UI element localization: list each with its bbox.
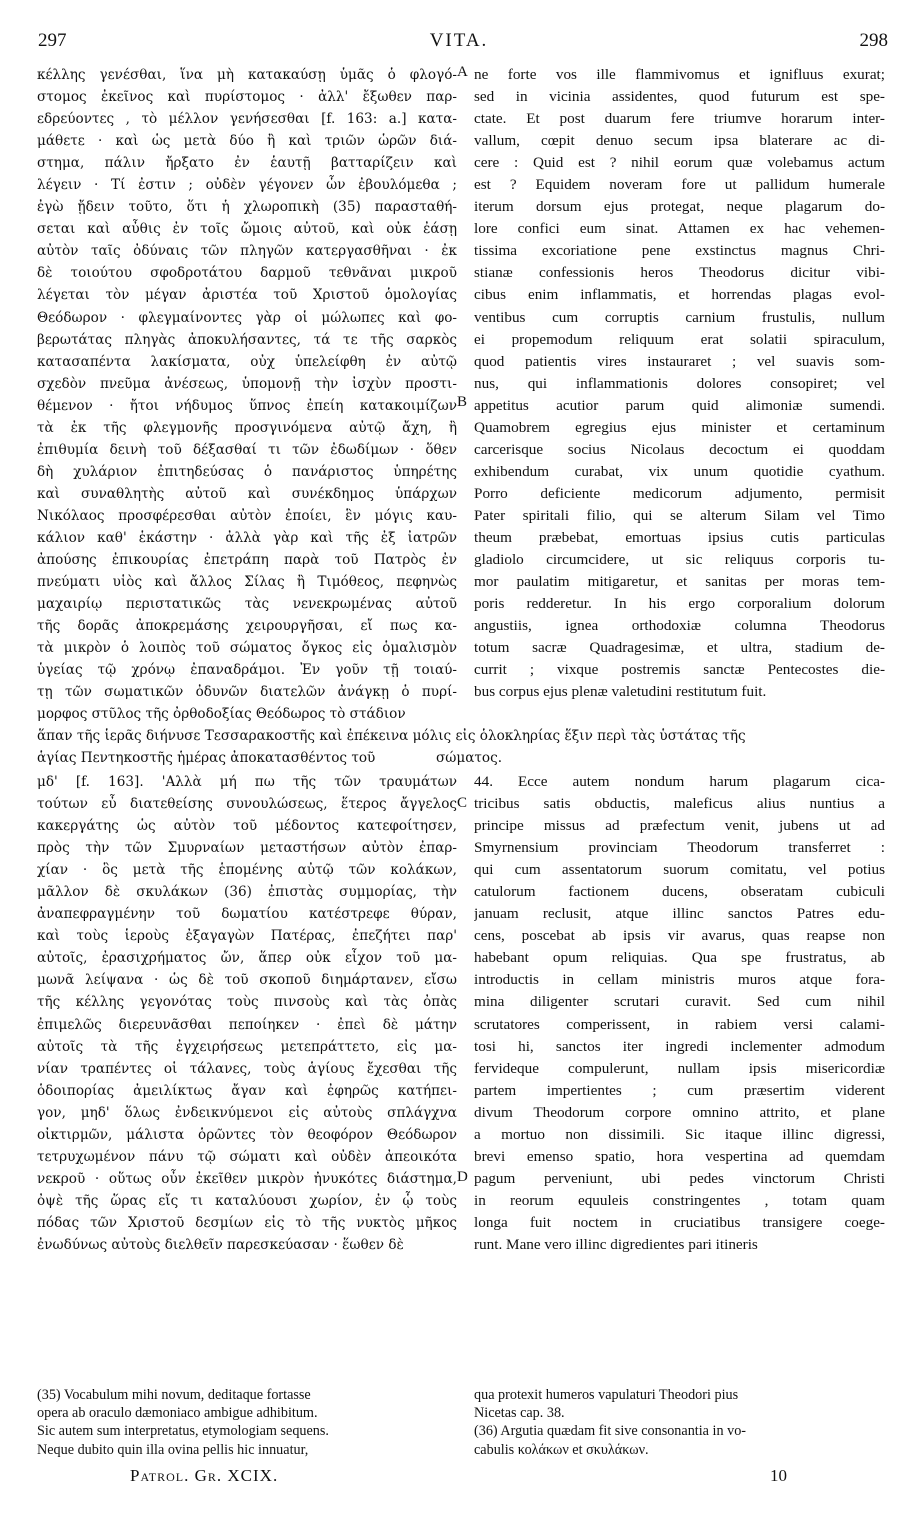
text-line: pagum perveniunt, ubi pedes vinctorum Christi <box>474 1169 885 1187</box>
text-line: μᾶλλον δὲ σκυλάκων (36) ἐπιστὰς συμμορίας, τὴν <box>37 884 457 901</box>
text-line: Neque dubito quin illa ovina pellis hic innuatur, <box>37 1441 309 1458</box>
text-line: Pater spiritali filio, qui se alterum Silam vel Timo <box>474 506 885 524</box>
text-line: cens, poscebat ab ipsis vir avarus, quas reapse non <box>474 927 885 945</box>
text-line: a mortuo non dissimili. Sic itaque illinc digressi, <box>474 1125 885 1143</box>
spanning-greek-line: ἅπαν τῆς ἱερᾶς διήνυσε Τεσσαρακοστῆς καὶ ἐπέκεινα μόλις εἰς ὁλοκληρίας ἕξιν περὶ τὰς ὑστάτας τῆς <box>37 728 746 744</box>
text-line: τὰ ἐκ τῆς φλεγμονῆς προσγινόμενα αὐτῷ ἄχη, ἢ <box>37 419 457 436</box>
text-line: ὀψὲ τῆς ὥρας εἴς τι καταλύουσι χωρίον, ἐν ᾧ τοὺς <box>37 1192 457 1209</box>
text-line: γον, μηδ' ὅλως ἐνδεικνύμενοι εἰς αὐτοὺς σπλάγχνα <box>37 1104 457 1121</box>
text-line: angustiis, ignea orthodoxiæ columna Theodorus <box>474 617 885 635</box>
text-line: qui cum assentatorum suorum comitatu, vel potius <box>474 861 885 879</box>
text-line: mina diligenter scrutari curavit. Sed cum nihil <box>474 993 885 1011</box>
text-line: ὁδοιπορίας ἀμειλίκτως ἄγαν καὶ ἐφηρῶς κατήπει- <box>37 1082 457 1099</box>
text-line: (36) Argutia quædam fit sive consonantia in vo- <box>474 1423 747 1440</box>
text-line: στημα, πάλιν ἤρξατο ἐν ἑαυτῇ βατταρίζειν καὶ <box>37 155 457 172</box>
text-line: χίαν · ὃς μετὰ τῆς ἑπομένης αὐτῷ τῶν κολάκων, <box>37 862 457 879</box>
text-line: Smyrnensium provinciam Theodorum transferret : <box>474 839 885 857</box>
text-line: νίαν τραπέντες οἱ τάλανες, τοὺς ἁγίους ἔχεσθαι τῆς <box>37 1060 457 1077</box>
text-line: Θεόδωρον · φλεγμαίνοντες γὰρ οἱ μώλωπες καὶ φο- <box>37 309 457 326</box>
text-line: τετρυχωμένον πάνυ τῷ σώματι καὶ οὐδὲν ἀπεοικότα <box>37 1148 457 1165</box>
margin-marker-c: C <box>457 795 468 811</box>
text-line: μορφος στῦλος τῆς ὀρθοδοξίας Θεόδωρος τὸ στάδιον <box>37 706 406 723</box>
text-line: μωνᾶ λείψανα · ὡς δὲ τοῦ σκοποῦ διημάρτανεν, εἴσω <box>37 972 457 989</box>
text-line: τούτων εὖ διατεθείσης συνουλώσεως, ἕτερος ἄγγελος <box>37 796 457 813</box>
latin-column-top <box>474 64 885 703</box>
text-line: σχεδὸν πνεῦμα ἀνέσεως, ὑπομονῇ τὴν ἰσχὺν προστι- <box>37 375 457 392</box>
text-line: sed in vicinia assidentes, quod futurum est spe- <box>474 88 885 106</box>
text-line: ctate. Et post duarum fere triumve horarum inter- <box>474 110 885 128</box>
text-line: tricibus satis obductis, maleficus alius nuntius a <box>474 795 885 813</box>
running-header <box>30 30 888 58</box>
text-line: exhibendum curabat, vix unum quotidie cyathum. <box>474 462 885 480</box>
text-line: πρὸς τὴν τῶν Σμυρναίων μεταστήσων αὐτὸν ἐπαρ- <box>37 840 457 857</box>
text-line: λέγεται τὸν μέγαν ἀριστέα τοῦ Χριστοῦ ὁμολογίας <box>37 287 457 304</box>
text-line: cabulis κολάκων et σκυλάκων. <box>474 1441 649 1458</box>
text-line: ἀναπεφραγμένην τοῦ δωματίου κατέστρεφε θύραν, <box>37 906 457 923</box>
text-line: quod patientis vires instauraret ; vel suavis som- <box>474 352 885 370</box>
text-line: Νικόλαος προσφέρεσθαι αὐτὸν ἐποίει, ἓν μόγις καυ- <box>37 507 457 524</box>
text-line: τῆς δορᾶς ἀποκρεμάσης χειρουργῆσαι, εἴ πως κα- <box>37 618 457 635</box>
text-line: brevi emenso spatio, hora vespertina ad quemdam <box>474 1147 885 1165</box>
text-line: νεκροῦ · οὕτως οὖν ἐκεῖθεν μικρὸν ἠνυκότες διάστημα, <box>37 1170 457 1187</box>
text-line: ventibus cum corruptis carnium frustulis, nullum <box>474 308 885 326</box>
text-line: μδ' [f. 163]. 'Αλλὰ μή πω τῆς τῶν τραυμάτων <box>37 774 457 790</box>
text-line: qua protexit humeros vapulaturi Theodori pius <box>474 1387 739 1403</box>
text-line: δὴ χυλάριον ἐπιτηδεύσας ὁ πανάριστος ὑπηρέτης <box>37 463 457 480</box>
text-line: cere : Quid est ? nihil eorum quæ volebamus actum <box>474 154 885 172</box>
text-line: πόδας τῶν Χριστοῦ δεσμίων εἰς τὸ τῆς νυκτὸς μῆκος <box>37 1214 457 1231</box>
text-line: τῃ τῶν σωματικῶν ὀδυνῶν διατελῶν ἀνάγκῃ ὁ πυρί- <box>37 684 457 701</box>
text-line: tosi hi, sanctos iter ingredi inclementer admodum <box>474 1037 885 1055</box>
text-line: totum sacræ Quadragesimæ, et ultra, stadium de- <box>474 639 885 657</box>
text-line: ἀπούσης ἐπικουρίας ἐπετράπη παρὰ τοῦ Πατρὸς ἐν <box>37 552 457 569</box>
text-line: κέλλης γενέσθαι, ἵνα μὴ κατακαύσῃ ὑμᾶς ὁ φλογό- <box>37 67 457 83</box>
text-line: αὐτοῖς, ἐρασιχρήματος ὤν, ἅπερ οὐκ εἶχον τοῦ μα- <box>37 950 457 967</box>
text-line: κάλιον καθ' ἑκάστην · ἀλλὰ γὰρ καὶ τῆς ἐξ ἰατρῶν <box>37 529 457 546</box>
text-line: αὐτὸν ταῖς ὀδύναις τῶν πληγῶν κατεργασθῆναι · ἐκ <box>37 243 457 260</box>
text-line: ἐγὼ ᾔδειν τοῦτο, ὅτι ἡ χλωροπικὴ (35) παρασταθή- <box>37 199 457 216</box>
greek-column-bottom <box>37 771 457 1256</box>
page-number-right: 298 <box>859 30 888 51</box>
greek-line-tail: σώματος. <box>436 750 503 766</box>
text-line: μάθετε · καὶ ὡς μετὰ δύο ἢ καὶ τριῶν ὡρῶν διά- <box>37 133 457 150</box>
text-line: ὑγείας τῷ χρόνῳ ἐπαναδράμοι. Ἐν γοῦν τῇ τοιαύ- <box>37 662 457 679</box>
text-line: καὶ τοὺς ἱεροὺς ἐξαγαγὼν Πατέρας, ἐπεζήτει παρ' <box>37 928 457 945</box>
text-line: fervideque compulerunt, nullam ipsis misericordiæ <box>474 1059 885 1077</box>
series-footer: Patrol. Gr. XCIX. <box>130 1466 279 1485</box>
text-line: poris redderetur. In his ergo corporalium dolorum <box>474 595 885 613</box>
greek-line-continued: ἁγίας Πεντηκοστῆς ἡμέρας ἀποκατασθέντος τοῦ <box>37 750 376 766</box>
text-line: θέμενον · ἤτοι νήδυμος ὕπνος ἐπείη κατακοιμίζων <box>37 397 457 414</box>
text-line: 44. Ecce autem nondum harum plagarum cica- <box>474 773 885 790</box>
text-line: opera ab oraculo dæmoniaco ambigue adhibitum. <box>37 1405 318 1422</box>
text-line: lore confici eum sinat. Attamen ex hac vehemen- <box>474 220 885 238</box>
text-line: τὰ μικρὸν ὁ λοιπὸς τοῦ σώματος ὄγκος εἰς ὁμαλισμὸν <box>37 640 457 657</box>
text-line: tissima excoriatione pene exstinctus magnus Chri- <box>474 242 885 260</box>
text-line: Porro deficiente medicorum adjumento, permisit <box>474 484 885 502</box>
text-line: habebant opum reliquias. Qua spe frustratus, ab <box>474 949 885 967</box>
text-line: σεται καὶ αὖθις ἐν τοῖς ὤμοις αὐτοῦ, καὶ οὐκ ἐάσῃ <box>37 221 457 238</box>
text-line: οἰκτιρμῶν, μάλιστα ὁρῶντες τὸν θεοφόρον Θεόδωρον <box>37 1126 457 1143</box>
text-line: ἐνωδύνως αὐτοὺς διελθεῖν παρεσκεύασαν · ἕωθεν δὲ <box>37 1236 404 1253</box>
text-line: cibus enim inflammatis, et horrendas plagas evol- <box>474 286 885 304</box>
running-title: VITA. <box>429 30 489 51</box>
text-line: ἐπιμελῶς διερευνᾶσθαι πεποίηκεν · ἐπεὶ δὲ μάτην <box>37 1016 457 1033</box>
footnotes-right <box>474 1386 885 1459</box>
text-line: Quamobrem egregius ejus minister et certaminum <box>474 418 885 436</box>
latin-column-bottom <box>474 771 885 1256</box>
signature-mark: 10 <box>770 1466 787 1485</box>
text-line: mor paulatim mitigaretur, et sanitas per moras tem- <box>474 573 885 591</box>
text-line: in reorum equuleis constringentes , totam quam <box>474 1191 885 1209</box>
text-line: gladiolo circumcidere, ut sic reliquus corporis tu- <box>474 551 885 569</box>
text-line: bus corpus ejus plenæ valetudini restitutum fuit. <box>474 683 767 701</box>
text-line: καὶ συναθλητὴς αὐτοῦ καὶ συνέκδημος ὑπάρχων <box>37 485 457 502</box>
text-line: τῆς κέλλης γεγονότας τοὺς πινσοὺς καὶ τὰς ὀπὰς <box>37 994 457 1011</box>
text-line: carcerisque socius Nicolaus decoctum ei quoddam <box>474 440 885 458</box>
text-line: Nicetas cap. 38. <box>474 1405 565 1422</box>
text-line: januam reclusit, atque illinc sanctos Patres edu- <box>474 905 885 923</box>
margin-marker-b: B <box>457 394 468 410</box>
margin-marker-d: D <box>457 1169 468 1185</box>
text-line: μαχαιρίῳ περιστατικῶς τὰς νενεκρωμένας αὐτοῦ <box>37 596 457 613</box>
text-line: ei propemodum reliquum erat solatii spiraculum, <box>474 330 885 348</box>
text-line: stianæ confessionis heros Theodorus dicitur vibi- <box>474 264 885 282</box>
text-line: κατασαπέντα λακίσματα, οὐχ ὑπελείφθη ἐν αὐτῷ <box>37 353 457 370</box>
greek-column-top <box>37 64 457 725</box>
text-line: divum Theodorum corpore omnino attrito, et plane <box>474 1103 885 1121</box>
margin-marker-a: A <box>457 64 468 80</box>
text-line: δὲ τοιούτου σφοδροτάτου δαρμοῦ τεθνᾶναι μικροῦ <box>37 265 457 282</box>
text-line: Sic autem sum interpretatus, etymologiam sequens. <box>37 1423 329 1440</box>
text-line: appetitus acutior parum quid alimoniæ sumendi. <box>474 396 885 414</box>
text-line: iterum dorsum ejus protegat, neque plagarum do- <box>474 198 885 216</box>
text-line: est ? Equidem noveram fore ut pallidum humerale <box>474 176 885 194</box>
footnotes-left <box>37 1386 457 1459</box>
text-line: vallum, cœpit denuo secum ipsa blaterare ac di- <box>474 132 885 150</box>
text-line: (35) Vocabulum mihi novum, deditaque fortasse <box>37 1387 311 1403</box>
text-line: partem impertientes ; cum præsertim viderent <box>474 1081 885 1099</box>
text-line: πνεύματι υἱὸς καὶ ἄλλος Σίλας ἢ Τιμόθεος, πεφηνὼς <box>37 574 457 591</box>
text-line: nus, qui inflammationis dolores consopiret; vel <box>474 374 885 392</box>
page-number-left: 297 <box>38 30 67 51</box>
text-line: currit ; vixque postremis sanctæ Pentecostes die- <box>474 661 885 679</box>
text-line: αὐτοῖς τὰ τῆς ἐγχειρήσεως μετεπράττετο, εἰς μα- <box>37 1038 457 1055</box>
text-line: runt. Mane vero illinc digredientes pari itineris <box>474 1235 758 1253</box>
text-line: εδρεύοντες , τὸ μέλλον γενήσεσθαι [f. 163: a.] κατα- <box>37 111 457 128</box>
text-line: ne forte vos ille flammivomus et ignifluus exurat; <box>474 66 885 83</box>
text-line: catulorum factionem ducens, obseratam cubiculi <box>474 883 885 901</box>
text-line: κακεργάτης ὡς αὐτὸν τοῦ μέδοντος κατεφοίτησεν, <box>37 818 457 835</box>
text-line: στομος ἐκεῖνος καὶ πυρίστομος · ἀλλ' ἔξωθεν παρ- <box>37 89 457 106</box>
text-line: βερωτάτας πληγὰς ἀποκυλήσαντες, τά τε τῆς σαρκὸς <box>37 331 457 348</box>
text-line: longa fuit noctem in cruciatibus transigere coege- <box>474 1213 885 1231</box>
text-line: theum præbebat, emortuas ipsius cutis particulas <box>474 528 885 546</box>
text-line: λέγειν · Τί ἐστιν ; οὐδὲν γέγονεν ὧν ἐβουλόμεθα ; <box>37 177 457 194</box>
text-line: ἐπιθυμία δεινὴ τοῦ δέξασθαί τι τῶν ἐδωδίμων · ὅθεν <box>37 441 457 458</box>
text-line: introductis in cellam ministris muros atque fora- <box>474 971 885 989</box>
text-line: scrutatores comperissent, in rabiem versi calami- <box>474 1015 885 1033</box>
text-line: principe missus ad præfectum venit, jubens ut ad <box>474 817 885 835</box>
